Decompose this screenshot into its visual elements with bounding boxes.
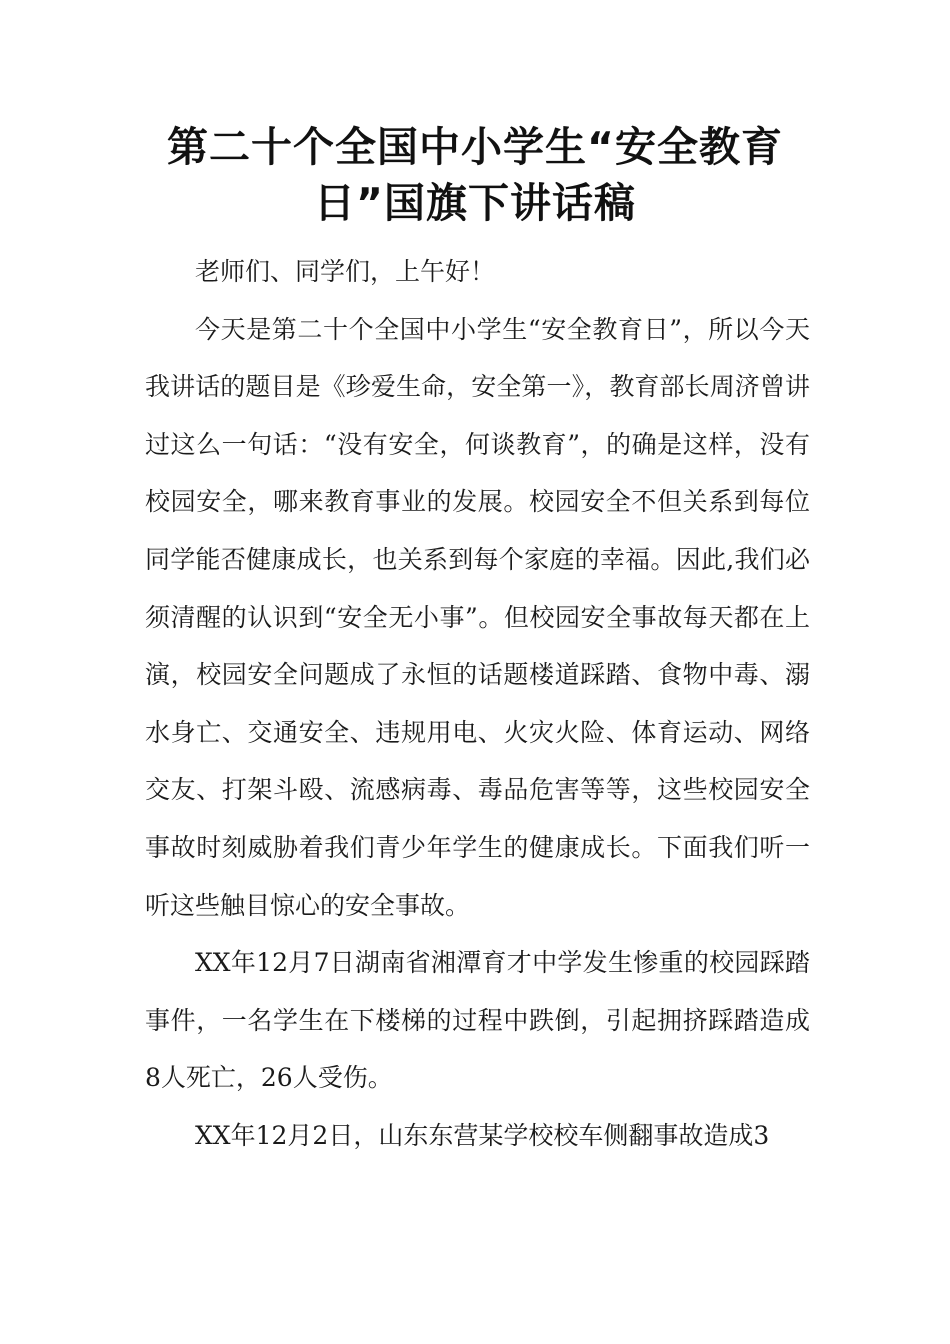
paragraph-introduction: 今天是第二十个全国中小学生“安全教育日”，所以今天我讲话的题目是《珍爱生命，安全第一》，教育部长周济曾讲过这么一句话：“没有安全，何谈教育”，的确是这样，没有校园安全，哪来教育事业的发展。校园安全不但关系到每位同学能否健康成长，也关系到每个家庭的幸福。因此,我们必须清醒的认识到“安全无小事”。但校园安全事故每天都在上演，校园安全问题成了永恒的话题楼道踩踏、食物中毒、溺水身亡、交通安全、违规用电、火灾火险、体育运动、网络交友、打架斗殴、流感病毒、毒品危害等等，这些校园安全事故时刻威胁着我们青少年学生的健康成长。下面我们听一听这些触目惊心的安全事故。 <box>145 314 810 920</box>
document-title-line-2: 日”国旗下讲话稿 <box>314 179 636 227</box>
paragraph-greeting: 老师们、同学们，上午好！ <box>195 257 496 286</box>
paragraph-incident-xiangtan: XX年12月7日湖南省湘潭育才中学发生惨重的校园踩踏事件，一名学生在下楼梯的过程中跌倒，引起拥挤踩踏造成8人死亡，26人受伤。 <box>145 948 810 1093</box>
document-body <box>145 243 810 1165</box>
document-title-line-1: 第二十个全国中小学生“安全教育 <box>167 123 783 171</box>
paragraph-incident-dongying: XX年12月2日，山东东营某学校校车侧翻事故造成3 <box>195 1120 770 1150</box>
